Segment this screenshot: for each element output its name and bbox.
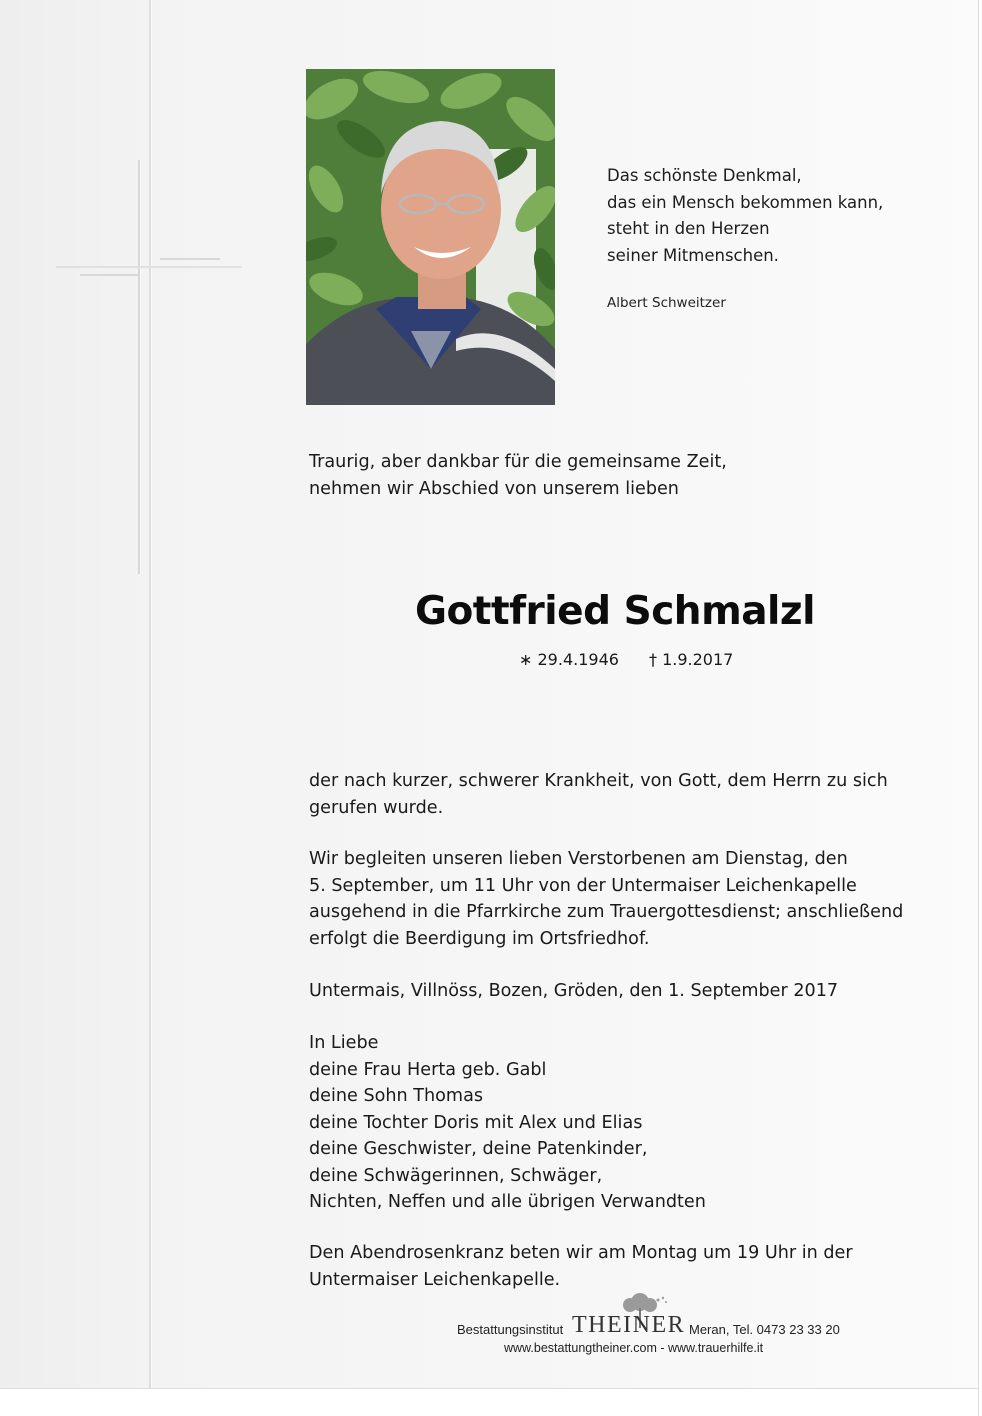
quote-line: Das schönste Denkmal, bbox=[607, 166, 802, 185]
paragraph-line: 5. September, um 11 Uhr von der Untermaiser Leichenkapelle bbox=[309, 875, 857, 896]
intro-text bbox=[309, 449, 949, 502]
paragraph-line: ausgehend in die Pfarrkirche zum Trauergottesdienst; anschließend bbox=[309, 902, 904, 922]
vertical-rule bbox=[149, 0, 152, 1389]
mourner-line: deine Frau Herta geb. Gabl bbox=[309, 1059, 547, 1080]
birth-date: ∗ 29.4.1946 bbox=[519, 650, 619, 669]
mourner-line: deine Schwägerinnen, Schwäger, bbox=[309, 1165, 603, 1186]
death-date: † 1.9.2017 bbox=[649, 650, 734, 669]
footer-websites: www.bestattungtheiner.com - www.trauerhilfe.it bbox=[504, 1341, 764, 1355]
deceased-name: Gottfried Schmalzl bbox=[415, 589, 815, 634]
quote-author: Albert Schweitzer bbox=[607, 295, 726, 311]
footer-contact: Meran, Tel. 0473 23 33 20 bbox=[689, 1322, 840, 1337]
paragraph-line: gerufen wurde. bbox=[309, 797, 444, 818]
paragraph-line: Wir begleiten unseren lieben Verstorbenen am Dienstag, den bbox=[309, 849, 848, 869]
paragraph-2 bbox=[309, 846, 949, 952]
mourner-line: deine Sohn Thomas bbox=[309, 1086, 484, 1106]
paragraph-line: Untermaiser Leichenkapelle. bbox=[309, 1269, 561, 1290]
place-date-line: Untermais, Villnöss, Bozen, Gröden, den 1. September 2017 bbox=[309, 981, 839, 1001]
quote bbox=[607, 163, 967, 269]
footer-brand: THEINER bbox=[572, 1312, 686, 1338]
quote-line: seiner Mitmenschen. bbox=[607, 245, 779, 265]
intro-line: Traurig, aber dankbar für die gemeinsame Zeit, bbox=[309, 452, 727, 472]
paragraph-3 bbox=[309, 1240, 949, 1293]
paragraph-line: erfolgt die Beerdigung im Ortsfriedhof. bbox=[309, 928, 650, 949]
mourner-line: In Liebe bbox=[309, 1033, 379, 1053]
paragraph-line: Den Abendrosenkranz beten wir am Montag um 19 Uhr in der bbox=[309, 1243, 853, 1263]
bottom-margin bbox=[0, 1388, 982, 1416]
mourner-line: Nichten, Neffen und alle übrigen Verwandten bbox=[309, 1192, 706, 1212]
quote-line: steht in den Herzen bbox=[607, 219, 770, 238]
paragraph-1 bbox=[309, 768, 949, 821]
intro-line: nehmen wir Abschied von unserem lieben bbox=[309, 478, 679, 499]
mourner-line: deine Geschwister, deine Patenkinder, bbox=[309, 1139, 648, 1159]
quote-line: das ein Mensch bekommen kann, bbox=[607, 192, 884, 212]
right-margin bbox=[978, 0, 982, 1416]
place-date bbox=[309, 978, 949, 1005]
paragraph-line: der nach kurzer, schwerer Krankheit, von Gott, dem Herrn zu sich bbox=[309, 771, 888, 791]
mourners-list bbox=[309, 1030, 949, 1216]
portrait-photo bbox=[306, 69, 555, 405]
mourner-line: deine Tochter Doris mit Alex und Elias bbox=[309, 1112, 643, 1133]
footer-prefix: Bestattungsinstitut bbox=[457, 1322, 564, 1337]
